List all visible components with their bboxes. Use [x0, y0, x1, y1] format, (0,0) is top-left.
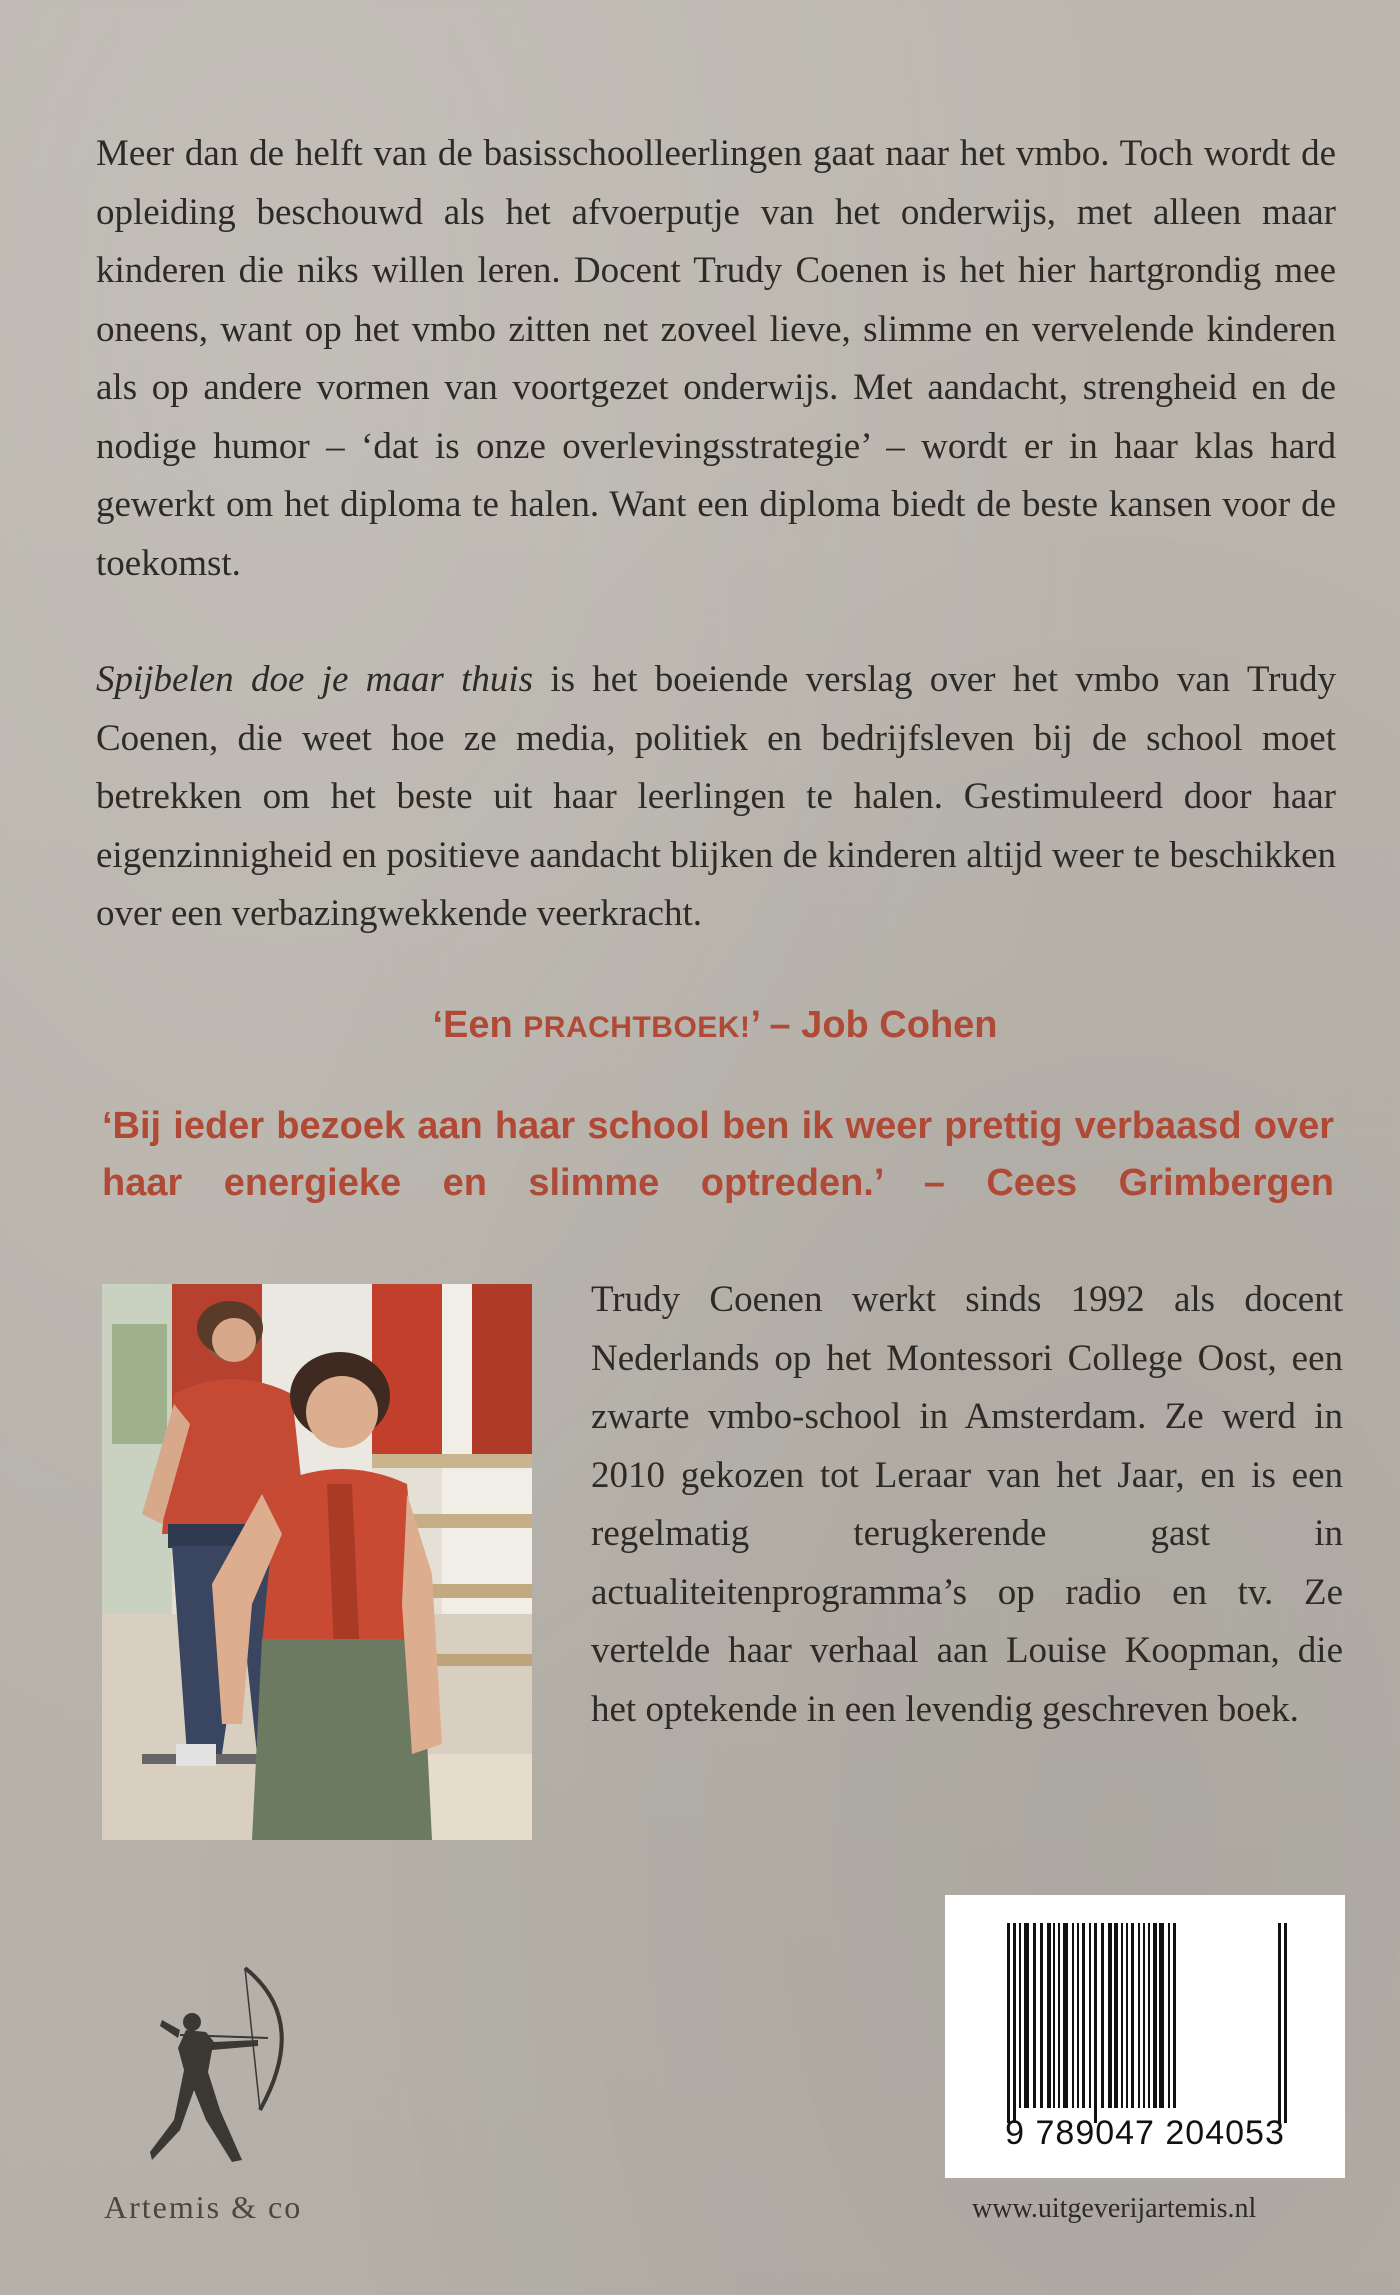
barcode-bar [1138, 1923, 1140, 2108]
barcode-bar [1082, 1923, 1085, 2108]
barcode-bar [1019, 1923, 1021, 2108]
barcode-bar [1126, 1923, 1128, 2108]
barcode-bar [1047, 1923, 1051, 2108]
blurb-paragraph-2-text: is het boeiende verslag over het vmbo van Trudy Coenen, die weet hoe ze media, politiek en bedrijfsleven bij de school moet betrekken om het beste uit haar leerlingen te halen. Gestimuleerd door haar eigenzinnigheid en positieve aandacht blijken de kinderen altijd weer te beschikken over een verbazingwekkende veerkracht. [96, 659, 1337, 934]
barcode-bar [1089, 1923, 1091, 2108]
quote-cees-grimbergen: ‘Bij ieder bezoek aan haar school ben ik weer prettig verbaasd over haar energieke en slimme optreden.’ – Cees Grimbergen [102, 1105, 1334, 1204]
barcode-bar [1072, 1923, 1074, 2108]
author-bio: Trudy Coenen werkt sinds 1992 als docent Nederlands op het Montessori College Oost, een zwarte vmbo-school in Amsterdam. Ze werd in 2010 gekozen tot Leraar van het Jaar, en is een regelmatig terugkerende gast in actualiteitenprogramma’s op radio en tv. Ze vertelde haar verhaal aan Louise Koopman, die het optekende in een levendig geschreven boek. [591, 1279, 1343, 1730]
blurb-paragraph-2 [96, 651, 1336, 944]
isbn-barcode [945, 1895, 1345, 2178]
barcode-bar [1153, 1923, 1157, 2108]
barcode-bar [1148, 1923, 1150, 2108]
author-photo [102, 1284, 532, 1840]
quote-1-caps: PRACHTBOEK! [523, 1011, 751, 1044]
barcode-bar [1168, 1923, 1170, 2108]
barcode-bar [1114, 1923, 1118, 2108]
barcode-bar [1173, 1923, 1176, 2108]
barcode-bar [1159, 1923, 1164, 2108]
book-title: Spijbelen doe je maar thuis [96, 659, 534, 700]
barcode-bar [1013, 1923, 1016, 2123]
quote-job-cohen [0, 997, 1400, 1056]
blurb-paragraph-1: Meer dan de helft van de basisschoolleerlingen gaat naar het vmbo. Toch wordt de opleiding beschouwd als het afvoerputje van het onderwijs, met alleen maar kinderen die niks willen leren. Docent Trudy Coenen is het hier hartgrondig mee oneens, want op het vmbo zitten net zoveel lieve, slimme en vervelende kinderen als op andere vormen van voortgezet onderwijs. Met aandacht, strengheid en de nodige humor – ‘dat is onze overlevingsstrategie’ – wordt er in haar klas hard gewerkt om het diploma te halen. Want een diploma biedt de beste kansen voor de toekomst. [96, 133, 1336, 584]
barcode-bar [1024, 1923, 1029, 2108]
barcode-bar [1053, 1923, 1055, 2108]
publisher-website: www.uitgeverijartemis.nl [972, 2193, 1257, 2224]
barcode-bar [1007, 1923, 1010, 2123]
barcode-bar [1063, 1923, 1068, 2108]
barcode-bar [1108, 1923, 1112, 2108]
barcode-bar [1284, 1923, 1287, 2123]
publisher-name: Artemis & co [104, 2189, 303, 2225]
barcode-bar [1040, 1923, 1043, 2108]
barcode-bar [1278, 1923, 1281, 2123]
quote-1-open: ‘Een [432, 1004, 524, 1046]
barcode-bar [1131, 1923, 1134, 2108]
isbn-digits: 9 789047 204053 [1005, 2114, 1285, 2152]
quote-1-close: ’ – Job Cohen [750, 1004, 998, 1046]
barcode-bar [1033, 1923, 1036, 2108]
barcode-bar [1143, 1923, 1145, 2108]
barcode-bar [1121, 1923, 1123, 2108]
archer-logo [150, 1960, 290, 2165]
barcode-bar [1094, 1923, 1097, 2123]
barcode-bar [1101, 1923, 1104, 2108]
barcode-bar [1058, 1923, 1060, 2108]
barcode-bar [1077, 1923, 1079, 2108]
